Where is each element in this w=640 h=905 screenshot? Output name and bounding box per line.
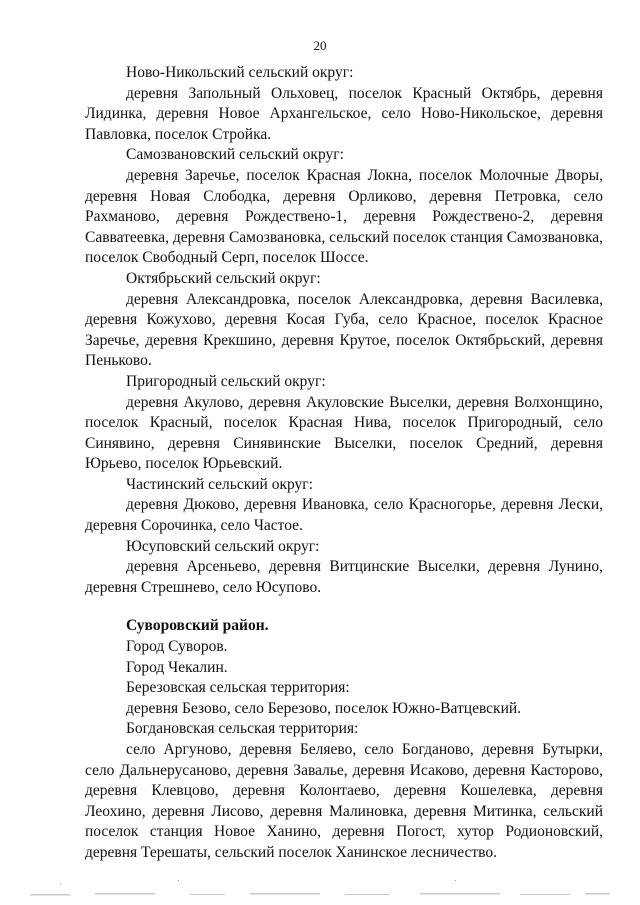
section-heading: Ново-Никольский сельский округ: [126,64,354,81]
section-heading: Юсуповский сельский округ: [126,537,320,555]
territory-berezovskaya [85,678,603,719]
district-title: Суворовский район. [126,617,269,635]
section-novo-nikolsky [85,63,603,145]
section-chastinsky [85,475,603,537]
territory-bogdanovskaya [85,719,603,863]
section-text: деревня Акулово, деревня Акуловские Выселки, деревня Волхонщино, поселок Красный, поселок Красная Нива, поселок Пригородный, село Синявино, деревня Синявинские Выселки, поселок Средний, деревня Юрьево, поселок Юрьевский. [85,393,603,473]
territory-heading: Богдановская сельская территория: [126,720,359,738]
section-text: деревня Запольный Ольховец, поселок Красный Октябрь, деревня Лидинка, деревня Новое Архангельское, село Ново-Никольское, деревня Павловка, поселок Стройка. [85,84,603,143]
section-samozvanovsky [85,145,603,269]
section-text: деревня Заречье, поселок Красная Локна, поселок Молочные Дворы, деревня Новая Слободка, деревня Орликово, деревня Петровка, село Рахманово, деревня Рождествено-1, деревня Рождествено-2, деревня Савватеевка, деревня Самозвановка, сельский поселок станция Самозвановка, поселок Свободный Серп, поселок Шоссе. [85,166,603,267]
territory-heading: Березовская сельская территория: [126,679,350,697]
section-heading: Октябрьский сельский округ: [126,269,321,287]
scan-noise-strip [0,880,640,905]
document-body [85,63,603,864]
section-heading: Пригородный сельский округ: [126,372,326,390]
territory-text: деревня Безово, село Березово, поселок Южно-Ватцевский. [126,699,522,717]
section-text: деревня Арсеньево, деревня Витцинские Выселки, деревня Лунино, деревня Стрешнево, село Юсупово. [85,558,603,596]
section-heading: Частинский сельский округ: [126,475,313,493]
page-number: 20 [313,38,327,53]
section-gap [85,598,603,616]
section-oktyabrsky [85,269,603,372]
section-yusupovsky [85,537,603,599]
section-text: деревня Дюково, деревня Ивановка, село Красногорье, деревня Лески, деревня Сорочинка, село Частое. [85,496,603,535]
city-line: Город Суворов. [126,638,228,656]
city-line: Город Чекалин. [126,658,228,676]
section-heading: Самозвановский сельский округ: [126,146,344,164]
section-prigorodny [85,372,603,475]
section-text: деревня Александровка, поселок Александровка, деревня Василевка, деревня Кожухово, деревня Косая Губа, село Красное, поселок Красное Заречье, деревня Крекшино, деревня Крутое, поселок Октябрьский, деревня Пеньково. [85,290,603,370]
territory-text: село Аргуново, деревня Беляево, село Богданово, деревня Бутырки, село Дальнерусаново, деревня Завалье, деревня Исаково, деревня Касторово, деревня Клевцово, деревня Колонтаево, деревня Кошелевка, деревня Леохино, деревня Лисово, деревня Малиновка, деревня Митинка, сельский поселок станция Новое Ханино, деревня Погост, хутор Родионовский, деревня Терешаты, сельский поселок Ханинское лесничество. [85,741,603,861]
